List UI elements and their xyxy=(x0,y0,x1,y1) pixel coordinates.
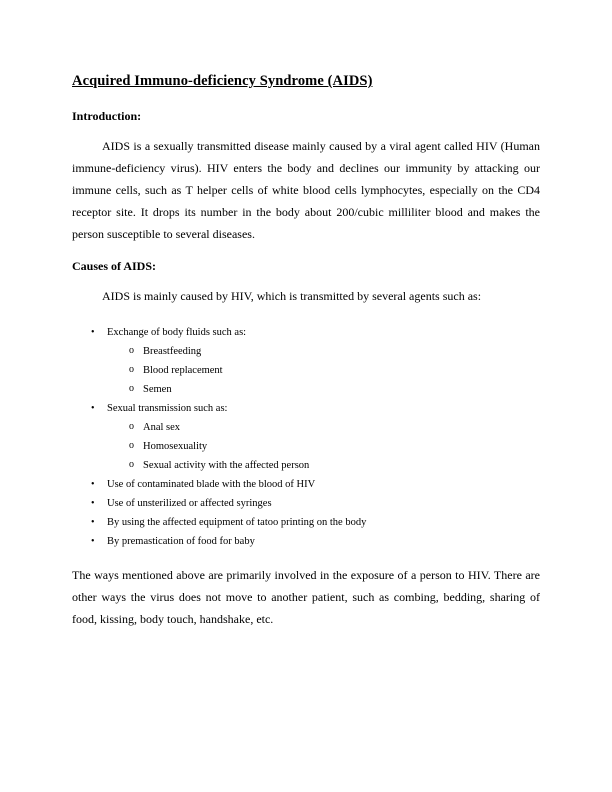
sub-list xyxy=(107,342,540,399)
list-item-text: Use of contaminated blade with the blood of HIV xyxy=(107,479,316,490)
list-item xyxy=(72,494,540,513)
list-item-text: By premastication of food for baby xyxy=(107,536,255,547)
list-item xyxy=(72,475,540,494)
list-item xyxy=(72,323,540,399)
sub-list-item xyxy=(107,418,540,437)
bullet-icon: • xyxy=(91,403,95,414)
bullet-icon: • xyxy=(91,517,95,528)
sub-bullet-icon: o xyxy=(129,383,134,394)
sub-list-item-text: Anal sex xyxy=(143,422,181,433)
bullet-icon: • xyxy=(91,498,95,509)
sub-bullet-icon: o xyxy=(129,345,134,356)
sub-list-item-text: Sexual activity with the affected person xyxy=(143,460,310,471)
sub-list-item xyxy=(107,437,540,456)
list-item xyxy=(72,399,540,475)
sub-list-item-text: Blood replacement xyxy=(143,365,223,376)
sub-list xyxy=(107,418,540,475)
sub-bullet-icon: o xyxy=(129,459,134,470)
sub-bullet-icon: o xyxy=(129,364,134,375)
sub-bullet-icon: o xyxy=(129,421,134,432)
sub-list-item xyxy=(107,361,540,380)
sub-list-item xyxy=(107,456,540,475)
sub-list-item-text: Homosexuality xyxy=(143,441,208,452)
document-page xyxy=(72,72,540,630)
causes-intro-paragraph: AIDS is mainly caused by HIV, which is transmitted by several agents such as: xyxy=(102,289,482,303)
introduction-paragraph: AIDS is a sexually transmitted disease mainly caused by a viral agent called HIV (Human immune-deficiency virus). HIV enters the body and declines our immunity by attacking our immune cells, such as T helper cells of white blood cells lymphocytes, especially on the CD4 receptor site. It drops its number in the body about 200/cubic milliliter blood and makes the person susceptible to several diseases. xyxy=(72,139,540,241)
list-item xyxy=(72,532,540,551)
sub-bullet-icon: o xyxy=(129,440,134,451)
bullet-icon: • xyxy=(91,536,95,547)
sub-list-item-text: Semen xyxy=(143,384,172,395)
section-heading-causes: Causes of AIDS: xyxy=(72,259,157,273)
section-heading-introduction: Introduction: xyxy=(72,109,142,123)
list-item-text: By using the affected equipment of tatoo printing on the body xyxy=(107,517,367,528)
bullet-icon: • xyxy=(91,479,95,490)
list-item-text: Use of unsterilized or affected syringes xyxy=(107,498,272,509)
document-title: Acquired Immuno-deficiency Syndrome (AIDS) xyxy=(72,73,373,89)
list-item-text: Sexual transmission such as: xyxy=(107,403,228,414)
bullet-icon: • xyxy=(91,327,95,338)
sub-list-item xyxy=(107,342,540,361)
sub-list-item xyxy=(107,380,540,399)
sub-list-item-text: Breastfeeding xyxy=(143,346,202,357)
list-item xyxy=(72,513,540,532)
list-item-text: Exchange of body fluids such as: xyxy=(107,327,247,338)
closing-paragraph: The ways mentioned above are primarily involved in the exposure of a person to HIV. There are other ways the virus does not move to another patient, such as combing, bedding, sharing of food, kissing, body touch, handshake, etc. xyxy=(72,568,540,626)
causes-list xyxy=(72,323,540,551)
